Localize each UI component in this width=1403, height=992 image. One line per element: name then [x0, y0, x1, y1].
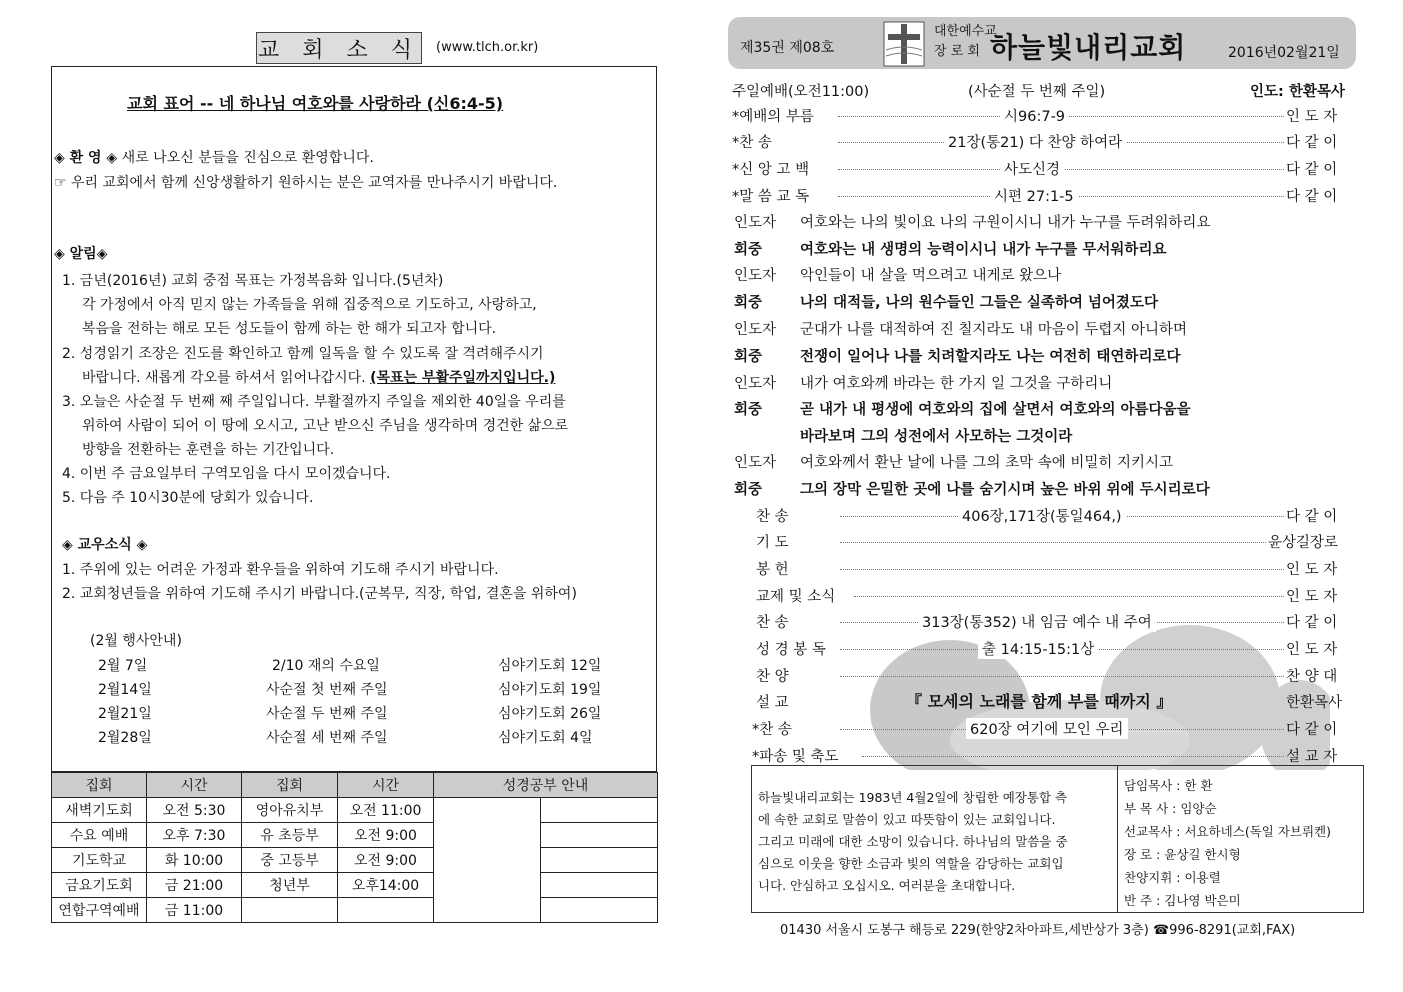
- reading-text: 그의 장막 은밀한 곳에 나를 숨기시며 높은 바위 위에 두시리로다: [800, 482, 1210, 498]
- denomination-line2: 장 로 회: [934, 44, 980, 59]
- intro-line: 에 속한 교회로 말씀이 있고 따뜻함이 있는 교회입니다.: [758, 812, 1056, 827]
- staff-list: [1124, 774, 1331, 912]
- staff-item: 찬양지휘 : 이용렬: [1124, 870, 1221, 885]
- order-by: 다 같 이: [1286, 189, 1338, 205]
- table-row: [52, 798, 658, 823]
- order-item: 교제 및 소식: [756, 589, 836, 605]
- table-cell: 화 10:00: [147, 848, 242, 873]
- notice-3: 3. 오늘은 사순절 두 번째 째 주일입니다. 부활절까지 주일을 제외한 40일을 우리를: [62, 394, 566, 410]
- order-by: 다 같 이: [1286, 135, 1338, 151]
- denomination-line1: 대한예수교: [934, 24, 997, 39]
- staff-item: 장 로 : 윤상길 한시형: [1124, 847, 1241, 862]
- denomination: [934, 22, 997, 62]
- notice-2-text: 바랍니다. 새롭게 각오를 하셔서 읽어나갑시다.: [82, 370, 366, 386]
- order-item: 기 도: [756, 535, 789, 551]
- table-cell: 금 11:00: [147, 898, 242, 923]
- bible-study-cell: [541, 823, 658, 848]
- table-cell: [242, 898, 338, 923]
- service-name: 주일예배(오전11:00): [732, 84, 870, 100]
- column-header: 집회: [52, 773, 147, 798]
- reading-text: 곧 내가 내 평생에 여호와의 집에 살면서 여호와의 아름다움을: [800, 402, 1191, 418]
- order-by: 한환목사: [1286, 695, 1343, 711]
- reading-role: 회중: [734, 242, 763, 258]
- order-item: 찬 양: [756, 669, 789, 685]
- table-cell: [338, 898, 434, 923]
- intro-line: 그리고 미래에 대한 소망이 있습니다. 하나님의 말씀을 중: [758, 834, 1068, 849]
- reading-role: 인도자: [734, 455, 777, 471]
- service-leader: 인도: 한환목사: [1250, 84, 1345, 100]
- dotted-leader: [854, 596, 1284, 597]
- table-cell: 오후14:00: [338, 873, 434, 898]
- table-cell: 금 21:00: [147, 873, 242, 898]
- staff-item: 부 목 사 : 임양순: [1124, 801, 1217, 816]
- welcome-heading: ◈ 환 영 ◈: [54, 150, 118, 166]
- events-heading: (2월 행사안내): [90, 633, 182, 649]
- order-item: 설 교: [756, 695, 789, 711]
- order-item: 찬 송: [756, 509, 789, 525]
- notice-4: 4. 이번 주 금요일부터 구역모임을 다시 모이겠습니다.: [62, 466, 391, 482]
- welcome-text: 새로 나오신 분들을 진심으로 환영합니다.: [121, 150, 374, 166]
- liturgical-season: (사순절 두 번째 주일): [968, 84, 1106, 100]
- order-by: 인 도 자: [1286, 642, 1338, 658]
- event-desc: 사순절 세 번째 주일: [266, 730, 388, 746]
- reading-text: 악인들이 내 살을 먹으려고 내게로 왔으나: [800, 268, 1062, 284]
- notice-heading: ◈ 알림◈: [54, 246, 108, 262]
- church-address: 01430 서울시 도봉구 해등로 229(한양2차아파트,세반상가 3층) ☎996-8291(교회,FAX): [780, 923, 1296, 938]
- order-item: *신 앙 고 백: [732, 162, 810, 178]
- column-header: 시간: [147, 773, 242, 798]
- church-website[interactable]: (www.tlch.or.kr): [436, 40, 539, 55]
- event-prayer: 심야기도회 26일: [498, 706, 602, 722]
- reading-role: 인도자: [734, 376, 777, 392]
- reading-text: 여호와는 나의 빛이요 나의 구원이시니 내가 누구를 두려워하리요: [800, 215, 1211, 231]
- table-cell: 오후 7:30: [147, 823, 242, 848]
- order-content: 시편 27:1-5: [990, 185, 1078, 206]
- notice-2-line2: [82, 367, 555, 387]
- reading-text: 나의 대적들, 나의 원수들인 그들은 실족하여 넘어졌도다: [800, 295, 1158, 311]
- order-by: 인 도 자: [1286, 562, 1338, 578]
- pastoral-2: 2. 교회청년들을 위하여 기도해 주시기 바랍니다.(군복무, 직장, 학업, 결혼을 위하여): [62, 586, 577, 602]
- church-name: 하늘빛내리교회: [990, 31, 1187, 64]
- table-cell: 청년부: [242, 873, 338, 898]
- table-cell: 오전 9:00: [338, 823, 434, 848]
- notice-1: 1. 금년(2016년) 교회 중점 목표는 가정복음화 입니다.(5년차): [62, 273, 444, 289]
- notice-3-line2: 위하여 사람이 되어 이 땅에 오시고, 고난 받으신 주님을 생각하며 경건한 삶으로: [82, 418, 569, 434]
- table-row: [52, 823, 658, 848]
- welcome-note: ☞ 우리 교회에서 함께 신앙생활하기 원하시는 분은 교역자를 만나주시기 바랍니다.: [54, 175, 558, 191]
- church-motto: 교회 표어 -- 네 하나님 여호와를 사랑하라 (신6:4-5): [127, 94, 504, 113]
- table-cell: 기도학교: [52, 848, 147, 873]
- event-date: 2월14일: [98, 682, 152, 698]
- order-item: 찬 송: [756, 615, 789, 631]
- order-item: 성 경 봉 독: [756, 642, 826, 658]
- event-date: 2월21일: [98, 706, 152, 722]
- reading-text: 군대가 나를 대적하여 진 칠지라도 내 마음이 두렵지 아니하며: [800, 322, 1188, 338]
- order-content: 406장,171장(통일464,): [958, 505, 1126, 526]
- bible-study-cell: [541, 848, 658, 873]
- reading-text: 전쟁이 일어나 나를 치려할지라도 나는 여전히 태연하리로다: [800, 349, 1181, 365]
- table-row: [52, 848, 658, 873]
- order-item: *찬 송: [752, 722, 792, 738]
- bible-study-cell: [541, 873, 658, 898]
- order-content: 620장 여기에 모인 우리: [966, 718, 1128, 739]
- event-desc: 사순절 두 번째 주일: [266, 706, 388, 722]
- order-item: *파송 및 축도: [752, 749, 839, 765]
- table-cell: 수요 예배: [52, 823, 147, 848]
- sermon-title: 『 모세의 노래를 함께 부를 때까지 』: [906, 692, 1173, 711]
- order-content: 사도신경: [1000, 158, 1064, 179]
- order-item: *예배의 부름: [732, 109, 814, 125]
- church-logo-cross-icon: [882, 20, 926, 68]
- table-cell: 오전 9:00: [338, 848, 434, 873]
- reading-role: 회중: [734, 402, 763, 418]
- reading-role: 회중: [734, 482, 763, 498]
- reading-role: 인도자: [734, 215, 777, 231]
- volume-number: 제35권 제08호: [740, 40, 835, 56]
- order-by: 찬 양 대: [1286, 669, 1338, 685]
- order-by: 윤상길장로: [1268, 535, 1339, 551]
- dotted-leader: [840, 676, 1284, 677]
- intro-line: 하늘빛내리교회는 1983년 4월2일에 창립한 예장통합 측: [758, 790, 1068, 805]
- order-content: 출 14:15-15:1상: [978, 638, 1098, 659]
- reading-text: 여호와는 내 생명의 능력이시니 내가 누구를 무서워하리요: [800, 242, 1167, 258]
- column-header: 집회: [242, 773, 338, 798]
- staff-item: 담임목사 : 한 환: [1124, 778, 1213, 793]
- table-cell: 중 고등부: [242, 848, 338, 873]
- order-by: 인 도 자: [1286, 109, 1338, 125]
- bible-study-cell: [541, 798, 658, 823]
- event-prayer: 심야기도회 19일: [498, 682, 602, 698]
- notice-5: 5. 다음 주 10시30분에 당회가 있습니다.: [62, 490, 314, 506]
- table-cell: 오전 5:30: [147, 798, 242, 823]
- event-date: 2월 7일: [98, 658, 148, 674]
- reading-text: 여호와께서 환난 날에 나를 그의 초막 속에 비밀히 지키시고: [800, 455, 1174, 471]
- column-header: 시간: [338, 773, 434, 798]
- bible-study-cell: [541, 898, 658, 923]
- order-content: 313장(통352) 내 임금 예수 내 주여: [918, 611, 1156, 632]
- notice-2-goal: (목표는 부활주일까지입니다.): [370, 370, 556, 386]
- order-content: 21장(통21) 다 찬양 하여라: [944, 131, 1126, 152]
- table-header-row: [52, 773, 658, 798]
- intro-line: 니다. 안심하고 오십시오. 여러분을 초대합니다.: [758, 878, 1016, 893]
- notice-2: 2. 성경읽기 조장은 진도를 확인하고 함께 일독을 할 수 있도록 잘 격려해주시기: [62, 346, 544, 362]
- welcome-line: [54, 147, 374, 167]
- staff-item: 반 주 : 김나영 박은미: [1124, 893, 1241, 908]
- event-desc: 사순절 첫 번째 주일: [266, 682, 388, 698]
- news-box: [51, 66, 657, 772]
- order-content: 시96:7-9: [1000, 105, 1069, 126]
- divider: [1117, 765, 1118, 913]
- meeting-schedule-table: [51, 772, 658, 923]
- order-by: 다 같 이: [1286, 509, 1338, 525]
- order-by: 다 같 이: [1286, 615, 1338, 631]
- table-cell: 영아유치부: [242, 798, 338, 823]
- bible-study-left: [434, 798, 541, 923]
- notice-1-line2: 각 가정에서 아직 믿지 않는 가족들을 위해 집중적으로 기도하고, 사랑하고,: [82, 297, 537, 313]
- event-prayer: 심야기도회 12일: [498, 658, 602, 674]
- pastoral-heading: ◈ 교우소식 ◈: [62, 537, 148, 553]
- dotted-leader: [840, 569, 1284, 570]
- event-desc: 2/10 재의 수요일: [272, 658, 380, 674]
- table-cell: 새벽기도회: [52, 798, 147, 823]
- column-header: 성경공부 안내: [434, 773, 658, 798]
- intro-line: 심으로 이웃을 향한 소금과 빛의 역할을 감당하는 교회입: [758, 856, 1064, 871]
- event-prayer: 심야기도회 4일: [498, 730, 593, 746]
- table-cell: 오전 11:00: [338, 798, 434, 823]
- notice-3-line3: 방향을 전환하는 훈련을 하는 기간입니다.: [82, 442, 335, 458]
- table-row: [52, 898, 658, 923]
- order-item: *찬 송: [732, 135, 772, 151]
- order-by: 다 같 이: [1286, 722, 1338, 738]
- order-by: 인 도 자: [1286, 589, 1338, 605]
- pastoral-1: 1. 주위에 있는 어려운 가정과 환우들을 위하여 기도해 주시기 바랍니다.: [62, 562, 499, 578]
- reading-text: 바라보며 그의 성전에서 사모하는 그것이라: [800, 429, 1073, 445]
- news-title: 교 회 소 식: [256, 32, 422, 64]
- reading-role: 인도자: [734, 268, 777, 284]
- order-item: *말 씀 교 독: [732, 189, 810, 205]
- bulletin-date: 2016년02월21일: [1228, 45, 1340, 61]
- table-cell: 금요기도회: [52, 873, 147, 898]
- church-intro: [758, 787, 1068, 897]
- event-date: 2월28일: [98, 730, 152, 746]
- table-row: [52, 873, 658, 898]
- table-cell: 연합구역예배: [52, 898, 147, 923]
- reading-text: 내가 여호와께 바라는 한 가지 일 그것을 구하리니: [800, 376, 1113, 392]
- reading-role: 회중: [734, 349, 763, 365]
- reading-role: 회중: [734, 295, 763, 311]
- notice-1-line3: 복음을 전하는 해로 모든 성도들이 함께 하는 한 해가 되고자 합니다.: [82, 321, 497, 337]
- order-by: 설 교 자: [1286, 749, 1338, 765]
- dotted-leader: [862, 756, 1284, 757]
- dotted-leader: [840, 542, 1266, 543]
- order-by: 다 같 이: [1286, 162, 1338, 178]
- table-cell: 유 초등부: [242, 823, 338, 848]
- reading-role: 인도자: [734, 322, 777, 338]
- staff-item: 선교목사 : 서요하네스(독일 자브뤼켄): [1124, 824, 1332, 839]
- order-item: 봉 헌: [756, 562, 789, 578]
